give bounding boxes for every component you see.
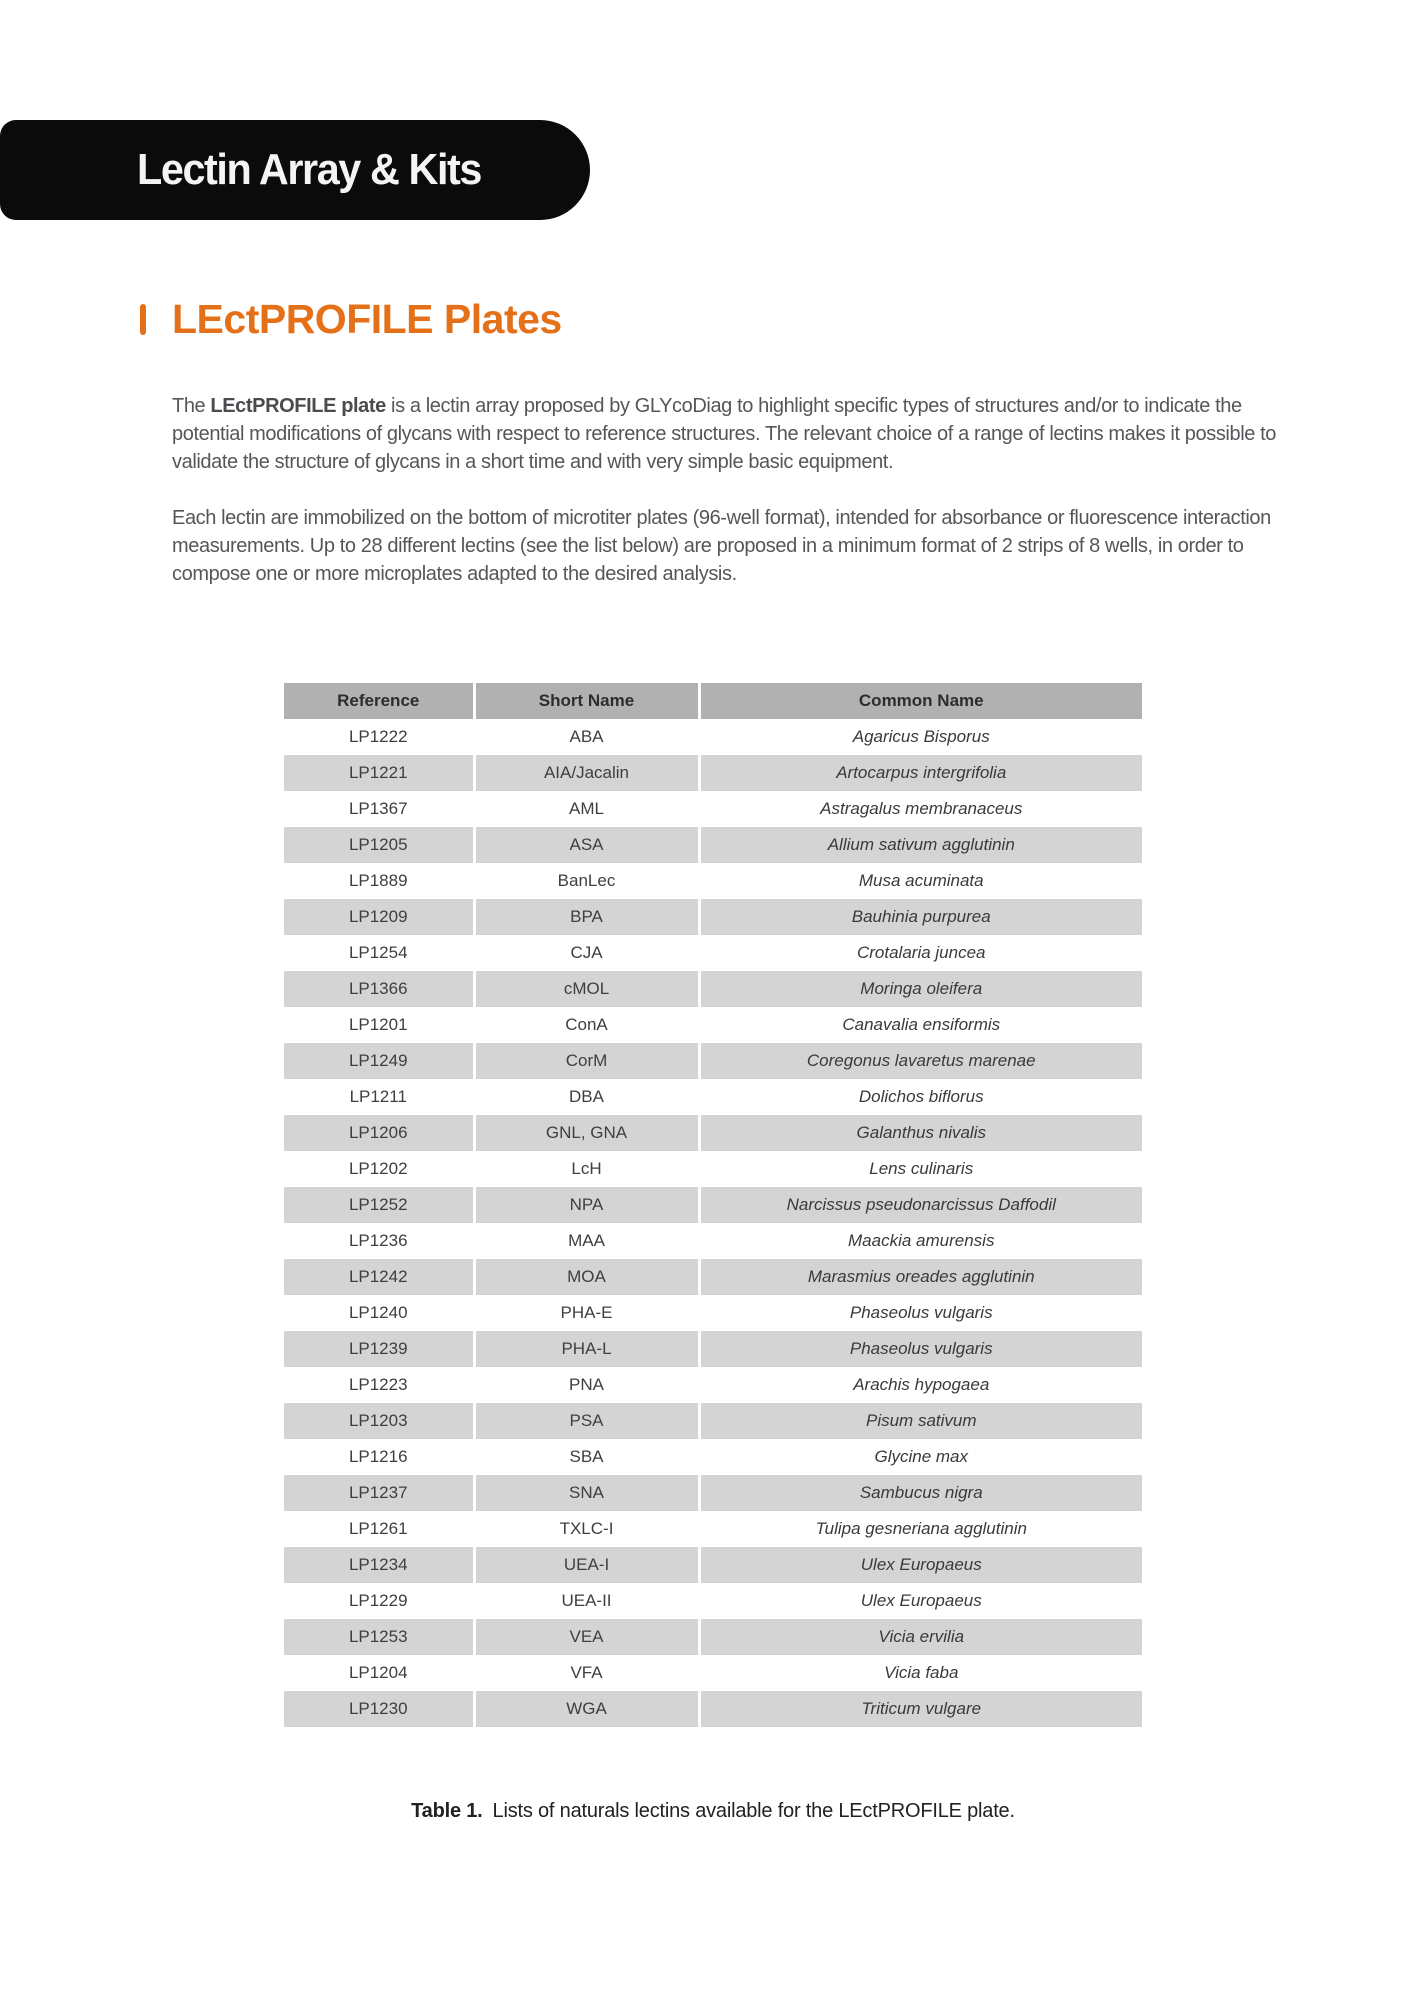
- common-name-cell: Narcissus pseudonarcissus Daffodil: [699, 1187, 1142, 1223]
- table-row: [284, 1331, 1142, 1367]
- format-paragraph: Each lectin are immobilized on the bottom of microtiter plates (96-well format), intended for absorbance or fluorescence interaction measurements. Up to 28 different lectins (see the list below) are proposed in a minimum format of 2 strips of 8 wells, in order to compose one or more microplates adapted to the desired analysis.: [172, 507, 1271, 585]
- short-name-cell: TXLC-I: [474, 1511, 699, 1547]
- table-row: [284, 1295, 1142, 1331]
- short-name-cell: CJA: [474, 935, 699, 971]
- intro-text-bold: LEctPROFILE plate: [210, 395, 386, 417]
- reference-cell: LP1201: [284, 1007, 474, 1043]
- table-caption-label: Table 1.: [411, 1800, 483, 1822]
- table-row: [284, 1367, 1142, 1403]
- short-name-cell: DBA: [474, 1079, 699, 1115]
- short-name-cell: PHA-L: [474, 1331, 699, 1367]
- short-name-cell: CorM: [474, 1043, 699, 1079]
- short-name-cell: VEA: [474, 1619, 699, 1655]
- common-name-cell: Arachis hypogaea: [699, 1367, 1142, 1403]
- common-name-cell: Allium sativum agglutinin: [699, 827, 1142, 863]
- common-name-cell: Moringa oleifera: [699, 971, 1142, 1007]
- table-row: [284, 899, 1142, 935]
- common-name-cell: Phaseolus vulgaris: [699, 1331, 1142, 1367]
- intro-text-rest: is a lectin array proposed by GLYcoDiag to highlight specific types of structures and/or to indicate the potential modifications of glycans with respect to reference structures. The relevant choice of a range of lectins makes it possible to validate the structure of glycans in a short time and with very simple basic equipment.: [172, 395, 1276, 473]
- common-name-cell: Bauhinia purpurea: [699, 899, 1142, 935]
- common-name-cell: Phaseolus vulgaris: [699, 1295, 1142, 1331]
- common-name-cell: Tulipa gesneriana agglutinin: [699, 1511, 1142, 1547]
- common-name-cell: Ulex Europaeus: [699, 1547, 1142, 1583]
- reference-cell: LP1236: [284, 1223, 474, 1259]
- table-row: [284, 1115, 1142, 1151]
- table-row: [284, 1655, 1142, 1691]
- table-row: [284, 1151, 1142, 1187]
- reference-cell: LP1206: [284, 1115, 474, 1151]
- short-name-cell: SNA: [474, 1475, 699, 1511]
- common-name-cell: Crotalaria juncea: [699, 935, 1142, 971]
- page-title: LEctPROFILE Plates: [172, 296, 562, 342]
- common-name-cell: Triticum vulgare: [699, 1691, 1142, 1727]
- common-name-cell: Agaricus Bisporus: [699, 719, 1142, 755]
- reference-cell: LP1240: [284, 1295, 474, 1331]
- common-name-cell: Artocarpus intergrifolia: [699, 755, 1142, 791]
- short-name-cell: AML: [474, 791, 699, 827]
- table-row: [284, 1007, 1142, 1043]
- short-name-cell: LcH: [474, 1151, 699, 1187]
- table-row: [284, 863, 1142, 899]
- common-name-cell: Lens culinaris: [699, 1151, 1142, 1187]
- lectin-table-body: [284, 719, 1142, 1727]
- reference-cell: LP1234: [284, 1547, 474, 1583]
- section-banner: [0, 120, 590, 220]
- intro-paragraph: [172, 392, 1302, 476]
- table-caption: [284, 1800, 1142, 1823]
- table-row: [284, 1079, 1142, 1115]
- short-name-cell: UEA-I: [474, 1547, 699, 1583]
- reference-cell: LP1204: [284, 1655, 474, 1691]
- lectin-table-header: [284, 683, 1142, 719]
- table-row: [284, 1043, 1142, 1079]
- common-name-cell: Coregonus lavaretus marenae: [699, 1043, 1142, 1079]
- reference-cell: LP1223: [284, 1367, 474, 1403]
- reference-cell: LP1253: [284, 1619, 474, 1655]
- common-name-cell: Galanthus nivalis: [699, 1115, 1142, 1151]
- reference-cell: LP1211: [284, 1079, 474, 1115]
- short-name-cell: WGA: [474, 1691, 699, 1727]
- common-name-cell: Sambucus nigra: [699, 1475, 1142, 1511]
- heading-accent-bar: [140, 304, 146, 335]
- short-name-cell: BanLec: [474, 863, 699, 899]
- common-name-cell: Marasmius oreades agglutinin: [699, 1259, 1142, 1295]
- table-row: [284, 1547, 1142, 1583]
- reference-cell: LP1249: [284, 1043, 474, 1079]
- header-row: [284, 683, 1142, 719]
- short-name-cell: AIA/Jacalin: [474, 755, 699, 791]
- table-row: [284, 755, 1142, 791]
- common-name-cell: Canavalia ensiformis: [699, 1007, 1142, 1043]
- reference-cell: LP1230: [284, 1691, 474, 1727]
- table-row: [284, 1511, 1142, 1547]
- lectin-table: [284, 683, 1142, 1727]
- table-row: [284, 1223, 1142, 1259]
- banner-title: Lectin Array & Kits: [137, 145, 482, 194]
- common-name-cell: Astragalus membranaceus: [699, 791, 1142, 827]
- table-row: [284, 1619, 1142, 1655]
- short-name-cell: PNA: [474, 1367, 699, 1403]
- reference-cell: LP1237: [284, 1475, 474, 1511]
- table-row: [284, 1439, 1142, 1475]
- reference-cell: LP1203: [284, 1403, 474, 1439]
- reference-cell: LP1367: [284, 791, 474, 827]
- short-name-cell: ConA: [474, 1007, 699, 1043]
- short-name-cell: VFA: [474, 1655, 699, 1691]
- reference-cell: LP1221: [284, 755, 474, 791]
- table-row: [284, 1259, 1142, 1295]
- reference-cell: LP1889: [284, 863, 474, 899]
- table-row: [284, 1187, 1142, 1223]
- table-row: [284, 719, 1142, 755]
- short-name-cell: MAA: [474, 1223, 699, 1259]
- short-name-cell: MOA: [474, 1259, 699, 1295]
- intro-text-prefix: The: [172, 395, 211, 417]
- short-name-cell: ASA: [474, 827, 699, 863]
- table-row: [284, 971, 1142, 1007]
- short-name-cell: PSA: [474, 1403, 699, 1439]
- reference-cell: LP1222: [284, 719, 474, 755]
- reference-cell: LP1261: [284, 1511, 474, 1547]
- short-name-cell: GNL, GNA: [474, 1115, 699, 1151]
- common-name-cell: Dolichos biflorus: [699, 1079, 1142, 1115]
- common-name-cell: Maackia amurensis: [699, 1223, 1142, 1259]
- common-name-cell: Vicia ervilia: [699, 1619, 1142, 1655]
- common-name-cell: Pisum sativum: [699, 1403, 1142, 1439]
- short-name-cell: cMOL: [474, 971, 699, 1007]
- column-header-short-name: Short Name: [474, 683, 699, 719]
- reference-cell: LP1366: [284, 971, 474, 1007]
- common-name-cell: Vicia faba: [699, 1655, 1142, 1691]
- reference-cell: LP1202: [284, 1151, 474, 1187]
- column-header-reference: Reference: [284, 683, 474, 719]
- short-name-cell: BPA: [474, 899, 699, 935]
- reference-cell: LP1252: [284, 1187, 474, 1223]
- table-row: [284, 1403, 1142, 1439]
- reference-cell: LP1216: [284, 1439, 474, 1475]
- short-name-cell: NPA: [474, 1187, 699, 1223]
- table-caption-text: Lists of naturals lectins available for the LEctPROFILE plate.: [492, 1800, 1015, 1822]
- table-row: [284, 935, 1142, 971]
- table-row: [284, 791, 1142, 827]
- short-name-cell: UEA-II: [474, 1583, 699, 1619]
- reference-cell: LP1209: [284, 899, 474, 935]
- reference-cell: LP1229: [284, 1583, 474, 1619]
- table-row: [284, 1691, 1142, 1727]
- reference-cell: LP1242: [284, 1259, 474, 1295]
- common-name-cell: Musa acuminata: [699, 863, 1142, 899]
- table-row: [284, 1475, 1142, 1511]
- short-name-cell: ABA: [474, 719, 699, 755]
- reference-cell: LP1239: [284, 1331, 474, 1367]
- short-name-cell: SBA: [474, 1439, 699, 1475]
- reference-cell: LP1205: [284, 827, 474, 863]
- table-row: [284, 1583, 1142, 1619]
- table-row: [284, 827, 1142, 863]
- column-header-common-name: Common Name: [699, 683, 1142, 719]
- short-name-cell: PHA-E: [474, 1295, 699, 1331]
- common-name-cell: Ulex Europaeus: [699, 1583, 1142, 1619]
- common-name-cell: Glycine max: [699, 1439, 1142, 1475]
- reference-cell: LP1254: [284, 935, 474, 971]
